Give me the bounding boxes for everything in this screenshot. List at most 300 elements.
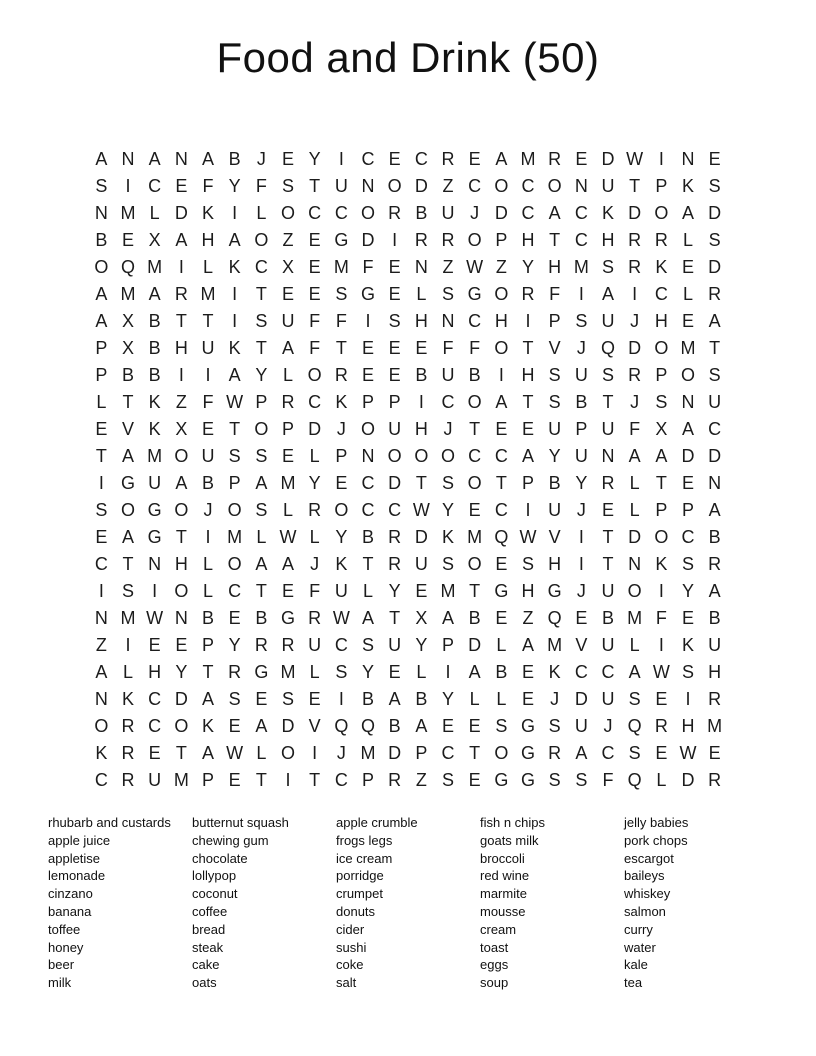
grid-letter: U xyxy=(601,580,615,601)
grid-letter: A xyxy=(521,445,534,466)
grid-letter: O xyxy=(494,283,509,304)
grid-letter: H xyxy=(414,418,428,439)
grid-letter: G xyxy=(547,580,562,601)
grid-letter: V xyxy=(548,337,561,358)
grid-letter: S xyxy=(335,661,348,682)
grid-letter: B xyxy=(148,310,161,331)
grid-letter: Q xyxy=(627,769,642,790)
grid-letter: K xyxy=(121,688,134,709)
grid-letter: B xyxy=(361,526,374,547)
grid-letter: E xyxy=(681,607,694,628)
grid-letter: R xyxy=(388,526,402,547)
grid-letter: O xyxy=(174,580,189,601)
grid-letter: F xyxy=(602,769,614,790)
grid-letter: U xyxy=(601,310,615,331)
word-list-item: goats milk xyxy=(480,832,539,848)
grid-letter: N xyxy=(361,445,375,466)
grid-letter: L xyxy=(469,688,480,709)
grid-letter: Y xyxy=(228,634,241,655)
grid-letter: R xyxy=(628,229,642,250)
grid-letter: C xyxy=(574,202,588,223)
grid-letter: G xyxy=(520,742,535,763)
grid-letter: T xyxy=(255,769,267,790)
grid-letter: H xyxy=(414,310,428,331)
grid-letter: V xyxy=(308,715,321,736)
grid-letter: B xyxy=(121,364,134,385)
grid-letter: M xyxy=(120,283,136,304)
grid-letter: S xyxy=(121,580,134,601)
grid-letter: I xyxy=(338,688,344,709)
grid-letter: A xyxy=(655,445,668,466)
grid-letter: U xyxy=(441,202,455,223)
grid-letter: G xyxy=(360,283,375,304)
grid-letter: O xyxy=(174,715,189,736)
grid-letter: P xyxy=(415,742,428,763)
grid-letter: J xyxy=(576,499,586,520)
grid-letter: U xyxy=(148,769,162,790)
grid-letter: G xyxy=(147,499,162,520)
grid-letter: U xyxy=(548,499,562,520)
grid-letter: U xyxy=(601,175,615,196)
grid-letter: O xyxy=(467,391,482,412)
grid-letter: R xyxy=(121,769,135,790)
grid-letter: A xyxy=(575,742,588,763)
grid-letter: C xyxy=(334,202,348,223)
grid-letter: H xyxy=(148,661,162,682)
grid-letter: J xyxy=(576,580,586,601)
grid-letter: O xyxy=(654,526,669,547)
grid-letter: E xyxy=(655,688,668,709)
grid-letter: S xyxy=(601,256,614,277)
grid-letter: C xyxy=(521,175,535,196)
word-list-item: appletise xyxy=(48,850,101,866)
grid-letter: L xyxy=(202,580,213,601)
grid-letter: L xyxy=(416,661,427,682)
grid-letter: G xyxy=(120,472,135,493)
grid-letter: E xyxy=(655,742,668,763)
grid-letter: R xyxy=(228,661,242,682)
grid-letter: W xyxy=(519,526,537,547)
grid-letter: I xyxy=(658,580,664,601)
grid-letter: S xyxy=(708,175,721,196)
grid-letter: E xyxy=(681,256,694,277)
grid-letter: F xyxy=(202,175,214,196)
grid-letter: Y xyxy=(308,148,321,169)
grid-letter: G xyxy=(494,769,509,790)
grid-letter: R xyxy=(414,229,428,250)
grid-letter: E xyxy=(228,769,241,790)
grid-letter: J xyxy=(310,553,320,574)
grid-letter: S xyxy=(95,499,108,520)
grid-letter: M xyxy=(200,283,216,304)
grid-letter: O xyxy=(227,499,242,520)
grid-letter: J xyxy=(550,688,560,709)
grid-letter: B xyxy=(228,148,241,169)
grid-letter: F xyxy=(309,580,321,601)
grid-letter: I xyxy=(418,391,424,412)
grid-letter: P xyxy=(201,634,214,655)
grid-letter: S xyxy=(255,499,268,520)
grid-letter: S xyxy=(628,688,641,709)
grid-letter: S xyxy=(628,742,641,763)
grid-letter: R xyxy=(308,499,322,520)
grid-letter: E xyxy=(575,607,588,628)
grid-letter: Y xyxy=(361,661,374,682)
grid-letter: K xyxy=(441,526,454,547)
grid-letter: K xyxy=(335,391,348,412)
grid-letter: J xyxy=(576,337,586,358)
grid-letter: Z xyxy=(442,175,454,196)
word-list-item: whiskey xyxy=(624,886,671,902)
grid-letter: C xyxy=(361,148,375,169)
grid-letter: B xyxy=(201,472,214,493)
word-list-item: chewing gum xyxy=(192,832,269,848)
grid-letter: O xyxy=(94,256,109,277)
grid-letter: A xyxy=(228,229,241,250)
grid-letter: C xyxy=(148,175,162,196)
grid-letter: D xyxy=(281,715,295,736)
word-list-item: beer xyxy=(48,957,75,973)
grid-letter: S xyxy=(575,769,588,790)
grid-letter: M xyxy=(227,526,243,547)
word-list-item: apple juice xyxy=(48,832,111,848)
grid-letter: A xyxy=(681,202,694,223)
grid-letter: S xyxy=(441,283,454,304)
grid-letter: B xyxy=(708,607,721,628)
grid-letter: G xyxy=(520,769,535,790)
grid-letter: A xyxy=(148,283,161,304)
grid-letter: T xyxy=(469,742,481,763)
grid-letter: O xyxy=(654,337,669,358)
grid-letter: L xyxy=(682,283,693,304)
grid-letter: Q xyxy=(547,607,562,628)
grid-letter: T xyxy=(389,607,401,628)
grid-letter: K xyxy=(228,337,241,358)
word-list-item: ice cream xyxy=(336,850,393,866)
grid-letter: E xyxy=(468,499,481,520)
grid-letter: D xyxy=(388,472,402,493)
grid-letter: A xyxy=(175,472,188,493)
grid-letter: Y xyxy=(228,175,241,196)
grid-letter: E xyxy=(228,607,241,628)
grid-letter: N xyxy=(94,607,108,628)
word-list-item: coffee xyxy=(192,903,228,919)
grid-letter: A xyxy=(708,580,721,601)
grid-letter: M xyxy=(520,148,536,169)
grid-letter: Z xyxy=(522,607,534,628)
grid-letter: D xyxy=(601,148,615,169)
grid-letter: W xyxy=(226,391,244,412)
grid-letter: A xyxy=(148,148,161,169)
grid-letter: J xyxy=(256,148,266,169)
grid-letter: U xyxy=(201,445,215,466)
grid-letter: T xyxy=(95,445,107,466)
grid-letter: X xyxy=(121,310,134,331)
grid-letter: L xyxy=(682,229,693,250)
grid-letter: E xyxy=(281,148,294,169)
grid-letter: T xyxy=(415,472,427,493)
grid-letter: T xyxy=(362,553,374,574)
grid-letter: B xyxy=(148,364,161,385)
grid-letter: H xyxy=(681,715,695,736)
grid-letter: K xyxy=(148,418,161,439)
grid-letter: S xyxy=(521,553,534,574)
grid-letter: K xyxy=(601,202,614,223)
grid-letter: W xyxy=(279,526,297,547)
grid-letter: Y xyxy=(335,526,348,547)
grid-letter: N xyxy=(601,445,615,466)
grid-letter: E xyxy=(388,337,401,358)
grid-letter: S xyxy=(228,445,241,466)
grid-letter: A xyxy=(95,661,108,682)
word-list-item: marmite xyxy=(480,886,527,902)
grid-letter: K xyxy=(681,175,694,196)
grid-letter: E xyxy=(121,229,134,250)
grid-letter: O xyxy=(387,175,402,196)
word-list-item: fish n chips xyxy=(480,815,546,830)
grid-letter: D xyxy=(708,445,722,466)
grid-letter: Y xyxy=(255,364,268,385)
grid-letter: L xyxy=(629,634,640,655)
grid-letter: U xyxy=(308,634,322,655)
grid-letter: O xyxy=(227,553,242,574)
grid-letter: L xyxy=(309,661,320,682)
grid-letter: C xyxy=(521,202,535,223)
word-list-item: water xyxy=(624,939,656,955)
grid-letter: T xyxy=(175,742,187,763)
grid-letter: I xyxy=(232,202,238,223)
grid-letter: L xyxy=(256,526,267,547)
grid-letter: Q xyxy=(627,715,642,736)
grid-letter: S xyxy=(601,364,614,385)
grid-letter: G xyxy=(254,661,269,682)
grid-letter: D xyxy=(174,688,188,709)
grid-letter: E xyxy=(281,445,294,466)
grid-letter: W xyxy=(679,742,697,763)
grid-letter: T xyxy=(469,418,481,439)
grid-letter: T xyxy=(602,391,614,412)
word-list-column xyxy=(336,814,480,992)
grid-letter: E xyxy=(308,229,321,250)
grid-letter: L xyxy=(149,202,160,223)
grid-letter: G xyxy=(334,229,349,250)
word-list-item: red wine xyxy=(480,868,530,884)
grid-letter: S xyxy=(681,553,694,574)
grid-letter: C xyxy=(494,499,508,520)
grid-letter: T xyxy=(255,580,267,601)
grid-letter: F xyxy=(442,337,454,358)
grid-letter: S xyxy=(441,472,454,493)
grid-letter: D xyxy=(628,526,642,547)
grid-letter: U xyxy=(601,634,615,655)
grid-letter: B xyxy=(708,526,721,547)
grid-letter: N xyxy=(628,553,642,574)
grid-letter: E xyxy=(495,607,508,628)
grid-letter: R xyxy=(334,364,348,385)
grid-letter: M xyxy=(467,526,483,547)
grid-letter: X xyxy=(415,607,428,628)
grid-letter: I xyxy=(125,175,131,196)
grid-letter: I xyxy=(445,661,451,682)
grid-letter: P xyxy=(228,472,241,493)
grid-letter: I xyxy=(205,364,211,385)
grid-letter: L xyxy=(202,553,213,574)
grid-letter: T xyxy=(549,229,561,250)
grid-letter: H xyxy=(548,553,562,574)
grid-letter: R xyxy=(708,553,722,574)
grid-letter: B xyxy=(388,715,401,736)
grid-letter: T xyxy=(469,580,481,601)
word-list-column xyxy=(624,814,768,992)
grid-letter: C xyxy=(148,688,162,709)
grid-letter: U xyxy=(334,580,348,601)
grid-letter: P xyxy=(335,445,348,466)
grid-letter: D xyxy=(414,526,428,547)
grid-letter: I xyxy=(205,526,211,547)
grid-letter: O xyxy=(387,445,402,466)
grid-letter: K xyxy=(335,553,348,574)
grid-letter: E xyxy=(388,364,401,385)
grid-letter: P xyxy=(361,391,374,412)
grid-letter: A xyxy=(281,337,294,358)
grid-letter: S xyxy=(255,310,268,331)
word-list-column xyxy=(480,814,624,992)
grid-letter: D xyxy=(174,202,188,223)
grid-letter: O xyxy=(334,499,349,520)
grid-letter: C xyxy=(574,661,588,682)
grid-letter: R xyxy=(174,283,188,304)
grid-letter: B xyxy=(601,607,614,628)
grid-letter: B xyxy=(361,688,374,709)
grid-letter: A xyxy=(415,715,428,736)
grid-letter: U xyxy=(708,391,722,412)
grid-letter: A xyxy=(201,148,214,169)
word-list-item: coconut xyxy=(192,886,238,902)
word-list-item: sushi xyxy=(336,939,367,955)
word-list-item: curry xyxy=(624,921,653,937)
grid-letter: E xyxy=(388,256,401,277)
grid-letter: L xyxy=(309,526,320,547)
grid-letter: E xyxy=(95,526,108,547)
grid-letter: T xyxy=(495,472,507,493)
grid-letter: R xyxy=(601,472,615,493)
grid-letter: W xyxy=(652,661,670,682)
grid-letter: T xyxy=(309,175,321,196)
grid-letter: A xyxy=(601,283,614,304)
grid-letter: C xyxy=(361,499,375,520)
word-list-item: escargot xyxy=(624,850,674,866)
grid-letter: O xyxy=(94,715,109,736)
word-list-item: kale xyxy=(624,957,648,973)
grid-letter: G xyxy=(467,283,482,304)
grid-letter: B xyxy=(415,364,428,385)
grid-letter: O xyxy=(440,445,455,466)
grid-letter: E xyxy=(495,553,508,574)
grid-letter: P xyxy=(95,364,108,385)
grid-letter: P xyxy=(655,499,668,520)
word-list-item: soup xyxy=(480,975,509,991)
grid-letter: T xyxy=(602,553,614,574)
grid-letter: R xyxy=(548,148,562,169)
grid-letter: E xyxy=(415,337,428,358)
grid-letter: K xyxy=(548,661,561,682)
grid-letter: C xyxy=(414,148,428,169)
grid-letter: B xyxy=(255,607,268,628)
grid-letter: M xyxy=(333,256,349,277)
grid-letter: R xyxy=(388,769,402,790)
grid-letter: E xyxy=(708,148,721,169)
grid-letter: E xyxy=(468,148,481,169)
grid-letter: S xyxy=(708,229,721,250)
grid-letter: C xyxy=(334,769,348,790)
grid-letter: P xyxy=(521,472,534,493)
grid-letter: O xyxy=(467,472,482,493)
grid-letter: N xyxy=(174,607,188,628)
grid-letter: A xyxy=(521,634,534,655)
grid-letter: O xyxy=(254,418,269,439)
word-list-item: chocolate xyxy=(192,850,248,866)
word-list-item: banana xyxy=(48,903,92,919)
grid-letter: U xyxy=(281,310,295,331)
grid-letter: F xyxy=(362,256,374,277)
grid-letter: A xyxy=(628,445,641,466)
grid-letter: D xyxy=(361,229,375,250)
grid-letter: E xyxy=(441,715,454,736)
grid-letter: D xyxy=(494,202,508,223)
grid-letter: C xyxy=(334,634,348,655)
grid-letter: T xyxy=(655,472,667,493)
grid-letter: C xyxy=(654,283,668,304)
word-list-item: cinzano xyxy=(48,886,93,902)
grid-letter: I xyxy=(392,229,398,250)
grid-letter: I xyxy=(152,580,158,601)
grid-letter: D xyxy=(708,256,722,277)
word-list-item: baileys xyxy=(624,868,665,884)
grid-letter: N xyxy=(174,148,188,169)
grid-letter: D xyxy=(308,418,322,439)
grid-letter: A xyxy=(628,661,641,682)
grid-letter: E xyxy=(148,634,161,655)
grid-letter: I xyxy=(685,688,691,709)
grid-letter: I xyxy=(632,283,638,304)
grid-letter: N xyxy=(708,472,722,493)
grid-letter: W xyxy=(226,742,244,763)
grid-letter: K xyxy=(655,256,668,277)
grid-letter: E xyxy=(308,283,321,304)
grid-letter: I xyxy=(578,283,584,304)
grid-letter: H xyxy=(174,337,188,358)
grid-letter: O xyxy=(494,175,509,196)
grid-letter: T xyxy=(122,391,134,412)
grid-letter: E xyxy=(281,580,294,601)
grid-letter: P xyxy=(575,418,588,439)
grid-letter: L xyxy=(656,769,667,790)
grid-letter: M xyxy=(547,634,563,655)
grid-letter: Y xyxy=(308,472,321,493)
grid-letter: S xyxy=(441,553,454,574)
grid-letter: T xyxy=(229,418,241,439)
grid-letter: I xyxy=(498,364,504,385)
grid-letter: S xyxy=(548,769,561,790)
grid-letter: P xyxy=(388,391,401,412)
grid-letter: Y xyxy=(441,688,454,709)
grid-letter: E xyxy=(361,364,374,385)
grid-letter: A xyxy=(495,391,508,412)
grid-letter: W xyxy=(626,148,644,169)
grid-letter: T xyxy=(122,553,134,574)
word-list-item: donuts xyxy=(336,903,376,919)
grid-letter: Q xyxy=(334,715,349,736)
